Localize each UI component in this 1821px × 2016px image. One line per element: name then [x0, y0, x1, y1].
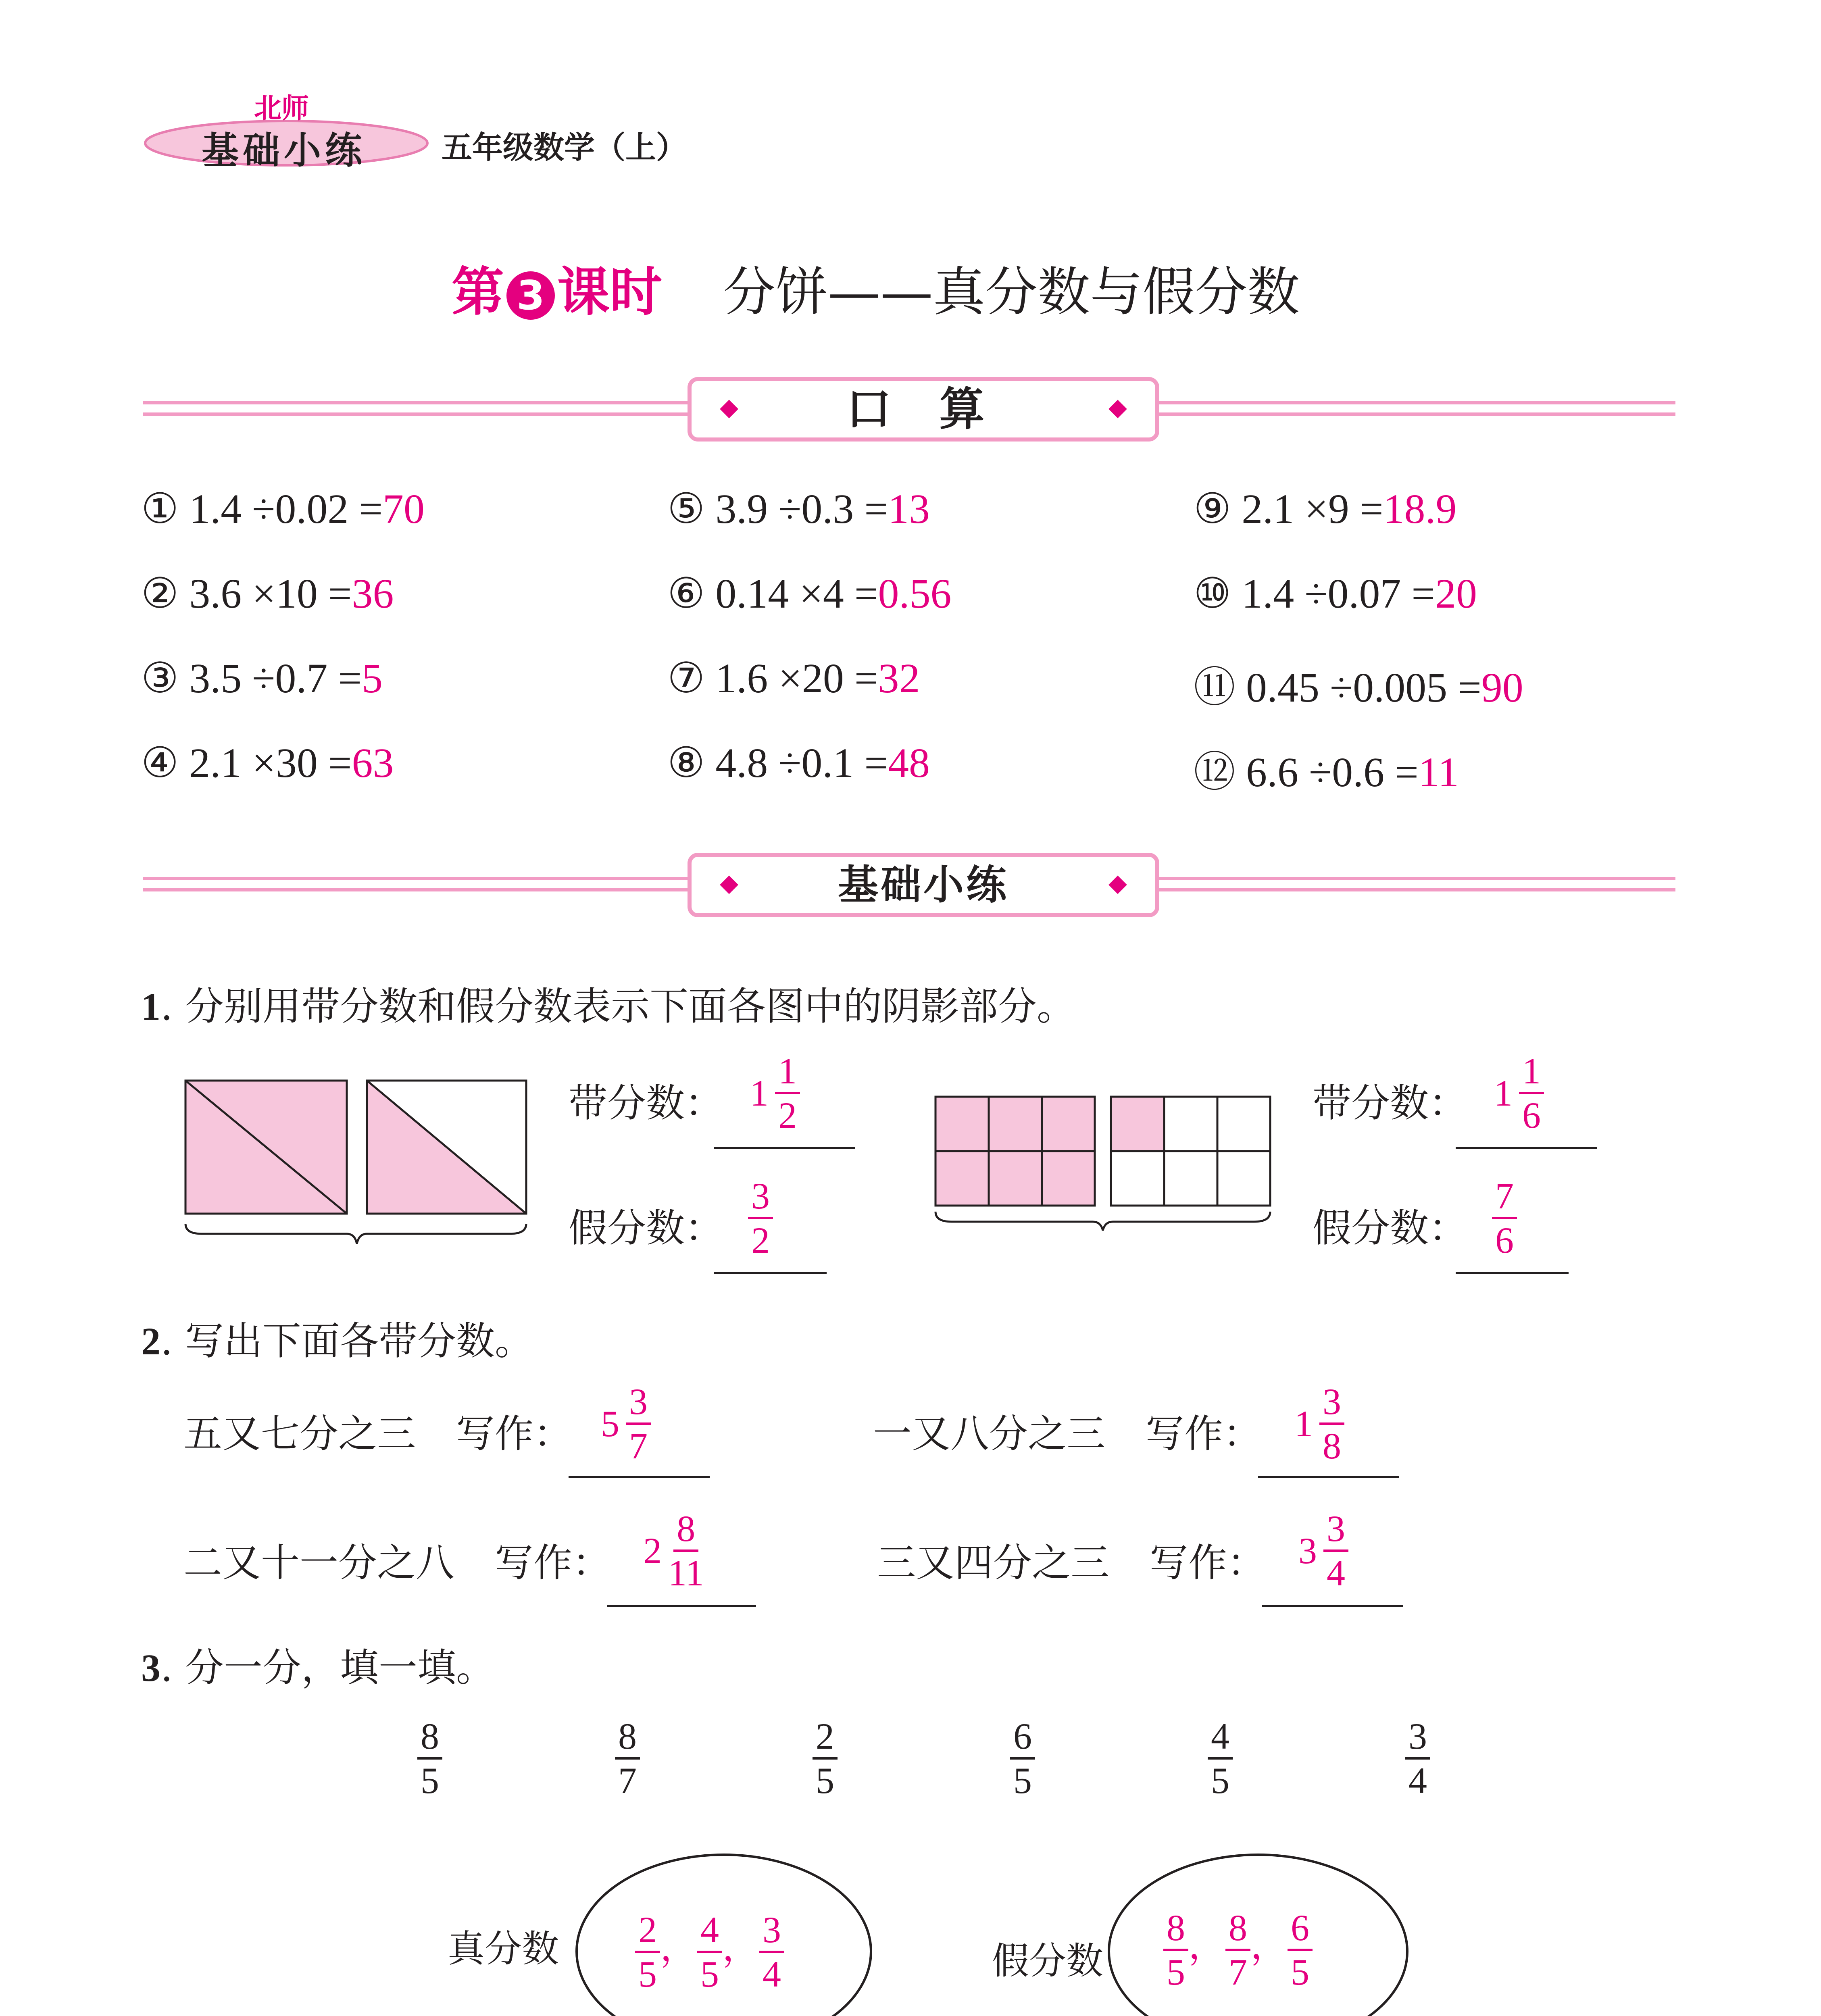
- brand-logo: [141, 83, 431, 175]
- q3-fraction: $\frac{8}{7}$: [615, 1718, 640, 1799]
- q3-fraction: $\frac{3}{4}$: [1405, 1718, 1430, 1799]
- lesson-title: [452, 250, 1300, 325]
- lesson-prefix: 第: [452, 261, 504, 323]
- q1a-mixed-label: 带分数：: [569, 1081, 723, 1126]
- q1b-mixed-answer: 1 $\frac{1}{6}$: [1494, 1052, 1544, 1134]
- q1b-improper-line: [1456, 1272, 1569, 1274]
- oral-item: ⑪ 0.45 ÷0.005 =90: [1194, 664, 1523, 711]
- lesson-topic: 分饼——真分数与假分数: [723, 261, 1300, 323]
- q3-improper-answer: $\frac{8}{5}$ ， $\frac{8}{7}$ ， $\frac{6}{5}$: [1163, 1909, 1313, 1991]
- q1a-improper-label: 假分数：: [569, 1206, 723, 1251]
- q2-item-words: 一又八分之三 写作：: [873, 1411, 1262, 1456]
- q3-proper-answer: $\frac{2}{5}$ ， $\frac{4}{5}$ ， $\frac{3}{4}$: [635, 1911, 784, 1993]
- oral-item: ⑧ 4.8 ÷0.1 =48: [667, 740, 930, 786]
- q3-prompt: 3. 分一分，填一填。: [141, 1645, 495, 1690]
- q1b-improper-label: 假分数：: [1313, 1206, 1467, 1251]
- grade-label: 五年级数学（上）: [442, 129, 687, 165]
- q2-item-line: [569, 1476, 710, 1478]
- q2-item-answer: 5 $\frac{3}{7}$: [601, 1383, 651, 1464]
- q2-item-answer: 1 $\frac{3}{8}$: [1294, 1383, 1344, 1464]
- q2-item-line: [1262, 1605, 1403, 1607]
- q2-item-answer: 3 $\frac{3}{4}$: [1298, 1510, 1348, 1591]
- oral-item: ⑨ 2.1 ×9 =18.9: [1194, 486, 1457, 532]
- q2-item-words: 三又四分之三 写作：: [877, 1540, 1266, 1585]
- q1a-improper-line: [714, 1272, 827, 1274]
- section-oral-title: ◆ 口 算 ◆: [688, 377, 1159, 442]
- oral-item: ⑫ 6.6 ÷0.6 =11: [1194, 749, 1459, 796]
- q2-item-words: 五又七分之三 写作：: [183, 1411, 572, 1456]
- q2-item-line: [1258, 1476, 1399, 1478]
- oral-item: ⑥ 0.14 ×4 =0.56: [667, 571, 952, 617]
- q1-figure-b: [927, 1089, 1282, 1234]
- q3-fraction: $\frac{2}{5}$: [813, 1718, 838, 1799]
- oral-item: ② 3.6 ×10 =36: [141, 571, 394, 617]
- lesson-suffix: 课时: [557, 261, 663, 323]
- section-basic-title: ◆ 基础小练 ◆: [688, 853, 1159, 917]
- q1b-mixed-line: [1456, 1147, 1597, 1149]
- oral-item: ⑩ 1.4 ÷0.07 =20: [1194, 571, 1477, 617]
- q3-improper-label: 假分数: [992, 1939, 1104, 1983]
- oral-item: ③ 3.5 ÷0.7 =5: [141, 655, 383, 702]
- q1-prompt: 1. 分别用带分数和假分数表示下面各图中的阴影部分。: [141, 984, 1076, 1029]
- lesson-number-badge: 3: [506, 271, 555, 320]
- q1b-mixed-label: 带分数：: [1313, 1081, 1467, 1126]
- q1a-improper-answer: $\frac{3}{2}$: [748, 1177, 773, 1259]
- q1-figure-a: [177, 1073, 540, 1250]
- q3-fraction: $\frac{8}{5}$: [417, 1718, 442, 1799]
- oral-item: ① 1.4 ÷0.02 =70: [141, 486, 425, 532]
- q3-fraction: $\frac{4}{5}$: [1208, 1718, 1233, 1799]
- q1a-mixed-answer: 1 $\frac{1}{2}$: [750, 1052, 800, 1134]
- brand-main: 基础小练: [202, 129, 367, 172]
- oral-item: ⑤ 3.9 ÷0.3 =13: [667, 486, 930, 532]
- brand-top: 北师: [254, 93, 309, 125]
- q3-fraction: $\frac{6}{5}$: [1010, 1718, 1035, 1799]
- q2-item-line: [607, 1605, 756, 1607]
- q3-proper-label: 真分数: [448, 1927, 559, 1970]
- q1b-improper-answer: $\frac{7}{6}$: [1492, 1177, 1517, 1259]
- q2-prompt: 2. 写出下面各带分数。: [141, 1318, 534, 1364]
- oral-item: ④ 2.1 ×30 =63: [141, 740, 394, 786]
- q2-item-words: 二又十一分之八 写作：: [183, 1540, 611, 1585]
- q2-item-answer: 2 $\frac{8}{11}$: [643, 1508, 704, 1593]
- oral-item: ⑦ 1.6 ×20 =32: [667, 655, 920, 702]
- q1a-mixed-line: [714, 1147, 855, 1149]
